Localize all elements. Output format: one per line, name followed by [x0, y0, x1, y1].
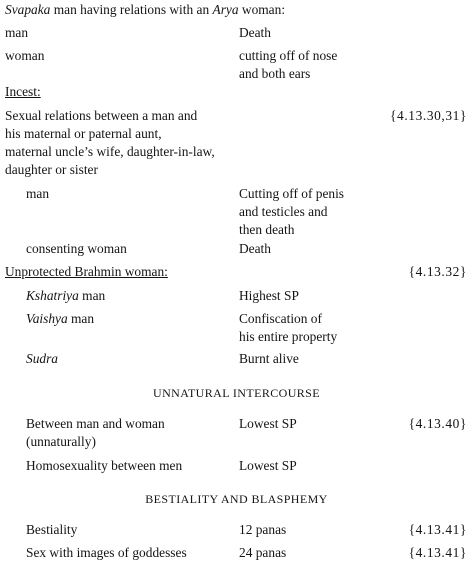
offender-homosexuality: Homosexuality between men — [26, 458, 183, 473]
brahmin-reference: {4.13.32} — [408, 264, 467, 279]
svapaka-heading: Svapaka man having relations with an Arya woman: — [5, 2, 286, 17]
penalty-line: cutting off of nose — [239, 48, 338, 63]
unnatural-heading: UNNATURAL INTERCOURSE — [153, 386, 320, 400]
penalty-line: Cutting off of penis — [239, 186, 345, 201]
brahmin-heading: Unprotected Brahmin woman: — [5, 264, 168, 279]
bestiality-reference: {4.13.41} — [408, 522, 467, 537]
fine-24-panas: 24 panas — [239, 545, 287, 560]
bestiality-heading: BESTIALITY AND BLASPHEMY — [145, 492, 328, 506]
penalty-line: Confiscation of — [239, 311, 322, 326]
offender-bestiality: Bestiality — [26, 522, 78, 537]
blasphemy-reference: {4.13.41} — [408, 545, 467, 560]
incest-offender-man: man — [26, 186, 50, 201]
offender-line: (unnaturally) — [26, 434, 96, 449]
penalty-line: and testicles and — [239, 204, 328, 219]
incest-description-line: daughter or sister — [5, 162, 98, 177]
penalty-line: then death — [239, 222, 295, 237]
penalty-death: Death — [239, 241, 271, 256]
penalty-highest-sp: Highest SP — [239, 288, 299, 303]
unnatural-reference: {4.13.40} — [408, 416, 467, 431]
offender-vaishya: Vaishya man — [26, 311, 95, 326]
penalty-death: Death — [239, 25, 271, 40]
penalty-lowest-sp: Lowest SP — [239, 458, 297, 473]
fine-12-panas: 12 panas — [239, 522, 287, 537]
offender-woman: woman — [5, 48, 45, 63]
incest-description-line: Sexual relations between a man and — [5, 108, 198, 123]
incest-heading: Incest: — [5, 84, 41, 99]
offender-images-goddesses: Sex with images of goddesses — [26, 545, 187, 560]
penalty-burnt-alive: Burnt alive — [239, 351, 299, 366]
incest-description-line: maternal uncle’s wife, daughter-in-law, — [5, 144, 215, 159]
penalty-line: his entire property — [239, 329, 338, 344]
penalty-line: and both ears — [239, 66, 311, 81]
penalty-lowest-sp: Lowest SP — [239, 416, 297, 431]
offender-line: Between man and woman — [26, 416, 165, 431]
offender-kshatriya: Kshatriya man — [26, 288, 106, 303]
offender-sudra: Sudra — [26, 351, 58, 366]
incest-offender-woman: consenting woman — [26, 241, 127, 256]
offender-man: man — [5, 25, 29, 40]
incest-reference: {4.13.30,31} — [390, 108, 467, 123]
incest-description-line: his maternal or paternal aunt, — [5, 126, 162, 141]
